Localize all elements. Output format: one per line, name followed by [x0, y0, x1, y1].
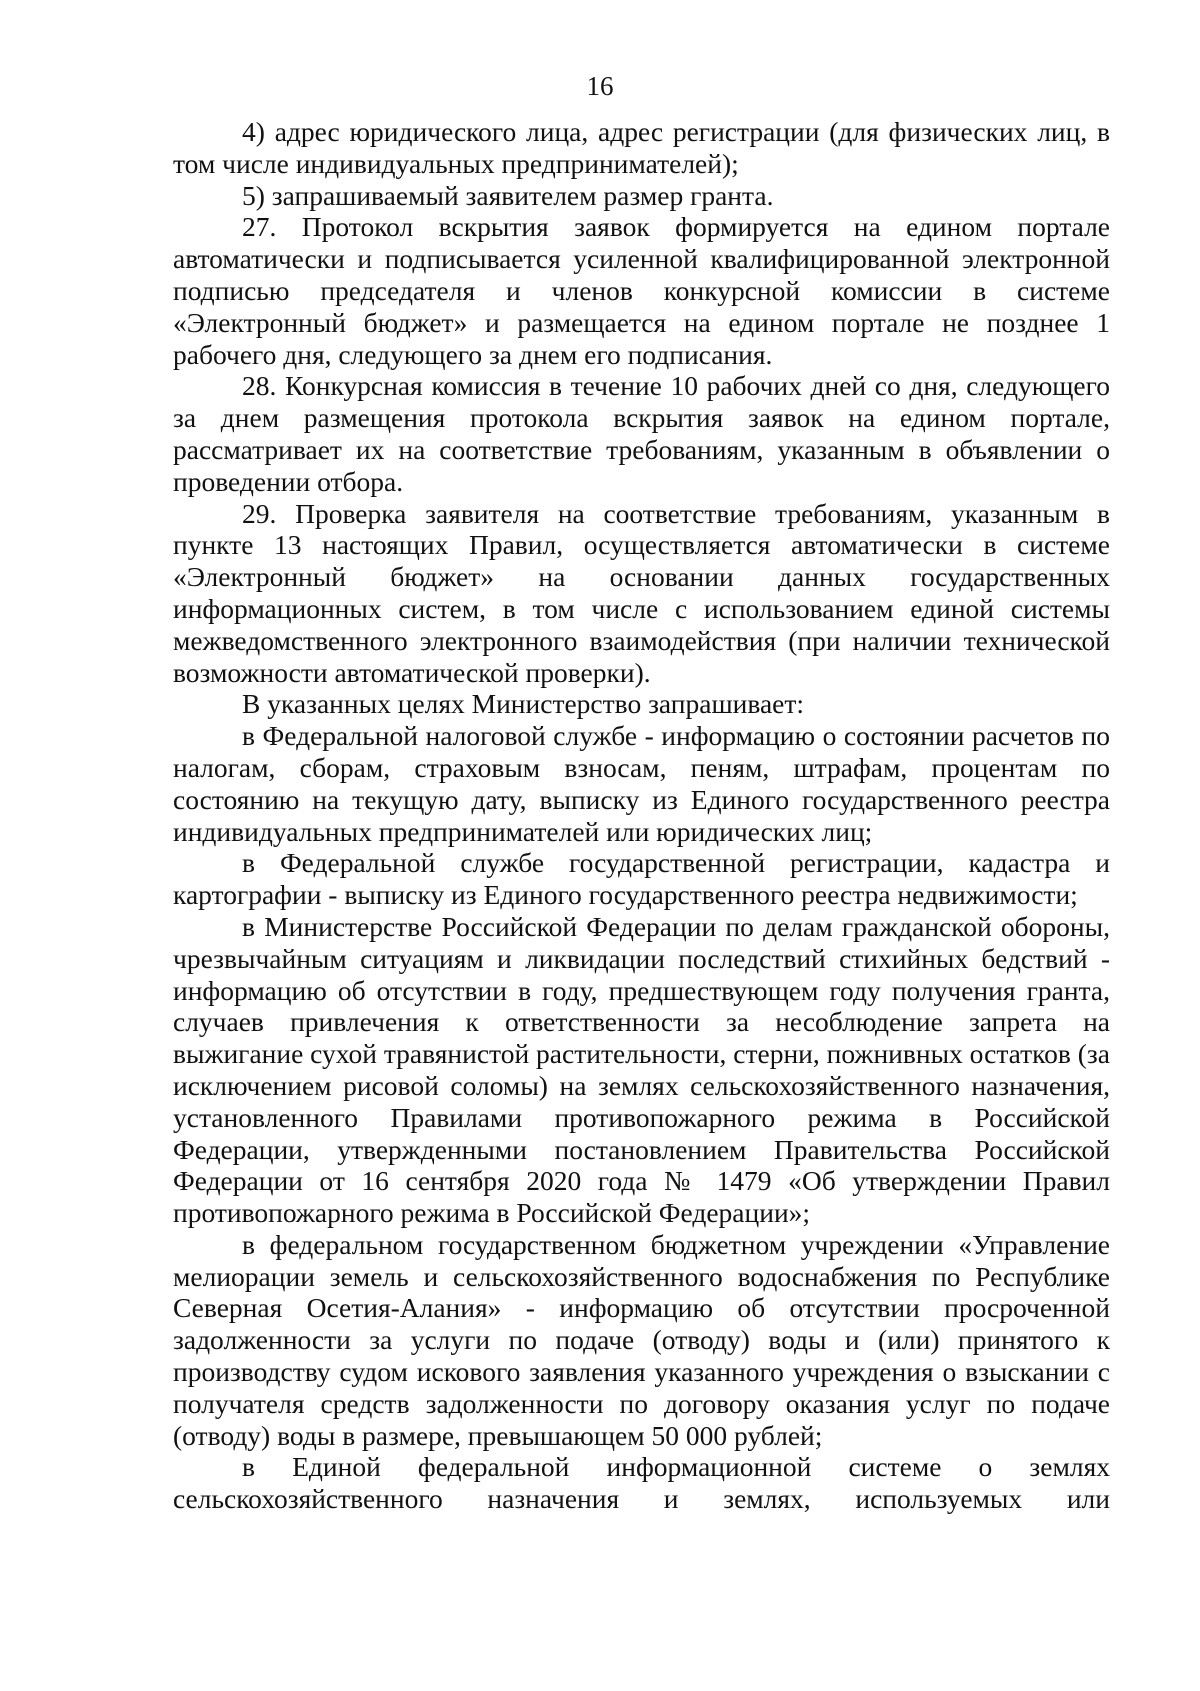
paragraph-item-4: 4) адрес юридического лица, адрес регистрации (для физических лиц, в том числе индивидуальных предпринимателей); [173, 116, 1110, 179]
paragraph-federal-information-system: в Единой федеральной информационной системе о землях сельскохозяйственного назначения и землях, используемых или [173, 1451, 1110, 1515]
paragraph-tax-service: в Федеральной налоговой службе - информацию о состоянии расчетов по налогам, сборам, страховым взносам, пеням, штрафам, процентам по состоянию на текущую дату, выписку из Единого государственного реестра индивидуальных предпринимателей или юридических лиц; [173, 720, 1110, 847]
paragraph-emergency-ministry: в Министерстве Российской Федерации по делам гражданской обороны, чрезвычайным ситуациям и ликвидации последствий стихийных бедствий - информацию об отсутствии в году, предшествующем году получения гранта, случаев привлечения к ответственности за несоблюдение запрета на выжигание сухой травянистой растительности, стерни, пожнивных остатков (за исключением рисовой соломы) на землях сельскохозяйственного назначения, установленного Правилами противопожарного режима в Российской Федерации, утвержденными постановлением Правительства Российской Федерации от 16 сентября 2020 года № 1479 «Об утверждении Правил противопожарного режима в Российской Федерации»; [173, 910, 1110, 1229]
paragraph-28: 28. Конкурсная комиссия в течение 10 рабочих дней со дня, следующего за днем размещения протокола вскрытия заявок на едином портале, рассматривает их на соответствие требованиям, указанным в объявлении о проведении отбора. [173, 370, 1110, 497]
page-number: 16 [586, 71, 614, 101]
document-body [173, 116, 1110, 1515]
paragraph-29: 29. Проверка заявителя на соответствие требованиям, указанным в пункте 13 настоящих Правил, осуществляется автоматически в системе «Электронный бюджет» на основании данных государственных информационных систем, в том числе с использованием единой системы межведомственного электронного взаимодействия (при наличии технической возможности автоматической проверки). [173, 497, 1110, 688]
paragraph-27: 27. Протокол вскрытия заявок формируется на едином портале автоматически и подписывается усиленной квалифицированной электронной подписью председателя и членов конкурсной комиссии в системе «Электронный бюджет» и размещается на едином портале не позднее 1 рабочего дня, следующего за днем его подписания. [173, 211, 1110, 370]
paragraph-item-5: 5) запрашиваемый заявителем размер гранта. [242, 179, 774, 211]
paragraph-melioration-institution: в федеральном государственном бюджетном учреждении «Управление мелиорации земель и сельскохозяйственного водоснабжения по Республике Северная Осетия-Алания» - информацию об отсутствии просроченной задолженности за услуги по подаче (отводу) воды и (или) принятого к производству судом искового заявления указанного учреждения о взыскании с получателя средств задолженности по договору оказания услуг по подаче (отводу) воды в размере, превышающем 50 000 рублей; [173, 1228, 1110, 1451]
paragraph-registration-service: в Федеральной службе государственной регистрации, кадастра и картографии - выписку из Единого государственного реестра недвижимости; [173, 847, 1110, 911]
paragraph-ministry-requests: В указанных целях Министерство запрашивает: [242, 688, 805, 720]
